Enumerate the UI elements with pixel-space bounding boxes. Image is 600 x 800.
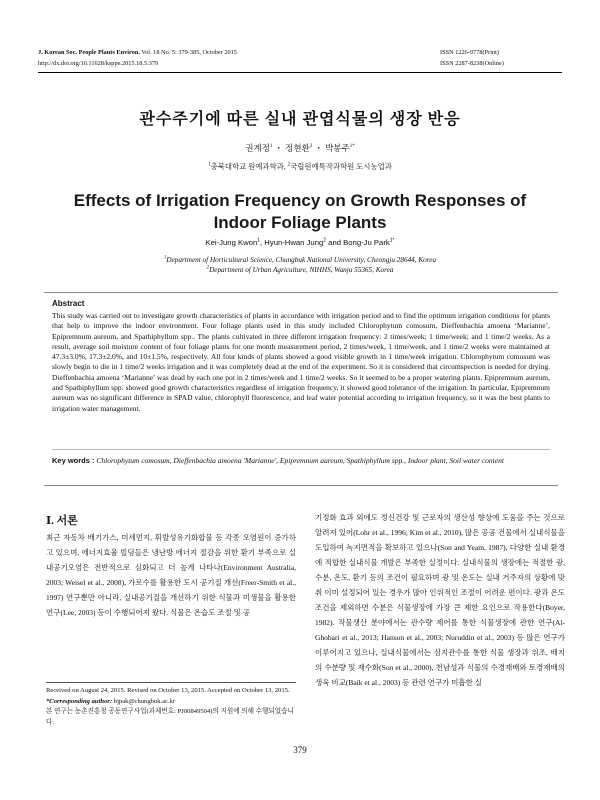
english-title [0, 190, 600, 234]
english-authors [0, 238, 600, 247]
affil-superscript: 1 [163, 255, 167, 261]
author-superscript: 2 [323, 237, 327, 244]
korean-authors [0, 142, 600, 154]
author-name: 정현환 [285, 143, 310, 153]
header-rule [38, 72, 562, 73]
abstract-text: This study was carried out to investigate growth characteristics of plants in accordance with irrigation period and to find the optimum irrigation conditions for plants that help to improve the indoor environment. Four foliage plants used in this study included Chlorophytum comosum, Dieffenbachia amoena ‘Marianne’, Epipremnum aureum, and Spathiphyllum spp.. The plants cultivated in three different irrigation frequency: 2 times/week; 1 time/week; and 1 time/2 weeks. As a result, average soil moisture content of four foliage plants for one month measurement period, 2 times/week, 1 time/week, and 1 time/2 weeks were maintained at 47.3±3.0%, 17.3±2.0%, and 10±1.5%, respectively. All four kinds of plants showed a good visible growth in 1 time/week irrigation. Chlorophytum comosum was slowly begin to die in 1 time/2 weeks irrigation and it was completely dead at the end of the experiment. So it is considered that circumspection is needed for drying. Dieffenbachia amoena ‘Marianne’ was dead by each one pot in 2 times/week and 1 time/2 weeks. So it seemed to be a proper watering plants. Epipremnum aureum, and Spathiphyllum spp. showed good growth characteristics regardless of irrigation frequency, it showed good tolerance of the irrigation. In particular, Epipremnum aureum was no significant difference in SPAD value, chlorophyll fluorescence, and leaf water potential according to irrigation frequency, so it was the best plants to irrigation water management. [52, 311, 550, 413]
affiliation-2: Department of Urban Agriculture, NIHHS, Wanju 55365, Korea [209, 266, 394, 274]
footnote [46, 686, 296, 728]
keywords [52, 449, 550, 466]
corresponding-label: *Corresponding author: [46, 697, 113, 705]
affiliation-line [0, 255, 600, 265]
affiliation-line [0, 265, 600, 275]
footnote-rule [46, 682, 296, 683]
volume-info: Vol. 18 No. 5: 379-385, October 2015 [141, 49, 237, 56]
running-header [38, 47, 237, 69]
author-superscript: 2 [309, 144, 313, 150]
author-separator: ・ [274, 143, 284, 153]
author-separator: ・ [314, 143, 323, 153]
title-line: Indoor Foliage Plants [213, 213, 387, 232]
issn-online: ISSN 2287-8238(Online) [440, 60, 504, 67]
keywords-label: Key words : [52, 456, 95, 465]
corresponding-email[interactable]: bjpak@chungbuk.ac.kr [113, 697, 176, 705]
korean-affiliations [0, 161, 600, 172]
affil-superscript: 2 [206, 265, 210, 271]
author-separator: and [326, 238, 344, 247]
keywords-list: Chlorophytum comosum, Dieffenbachia amoena 'Marianne', Epipremnum aureum, Spathiphyllum spp., Indoor plant, Soil water content [96, 456, 504, 465]
corresponding-author [46, 697, 296, 708]
funding-note: 본 연구는 농촌진흥청 공동연구사업(과제번호: PJ00849504)의 지원에 의해 수행되었습니다. [46, 708, 294, 726]
journal-name: J. Korean Soc. People Plants Environ. [38, 49, 140, 56]
author-superscript: 1* [349, 144, 355, 150]
author-superscript: 1 [269, 144, 273, 150]
author-superscript: 1* [389, 237, 395, 244]
korean-title: 관수주기에 따른 실내 관엽식물의 생장 반응 [139, 111, 461, 128]
issn-print: ISSN 1226-9778(Print) [440, 49, 499, 56]
issn-block [440, 47, 560, 69]
section-heading: Ⅰ. 서론 [46, 515, 78, 527]
abstract-box [44, 292, 558, 486]
author-separator: , [260, 238, 265, 247]
journal-citation [38, 47, 237, 58]
affiliation-2: 국립원예특작과학원 도시농업과 [290, 162, 392, 171]
affil-superscript: 2 [287, 162, 291, 168]
author-name: Hyun-Hwan Jung [264, 238, 324, 247]
left-column-text: 최근 자동차 배기가스, 미세먼지, 휘발성유기화합물 등 각종 오염원이 증가하고 있으며, 에너지효율 빌딩들은 냉난방 에너지 절감을 위한 환기 부족으로 실내공기오염은 전반적으로 심화되고 더 높게 나타나(Environment Australia, 2003; Weisel et al., 2008), 가로수를 활용한 도시 공기질 개선(Freer-Smith et al., 1997) 연구뿐만 아니라, 실내공기질을 개선하기 위한 식물과 미생물을 활용한 연구(Lee, 2003) 등이 수행되어져 왔다. 식물은 온습도 조절 및 공 [46, 533, 296, 617]
received-dates: Received on August 24, 2015. Revised on October 13, 2015. Accepted on October 13, 2015. [46, 687, 290, 694]
author-superscript: 1 [257, 237, 261, 244]
title-line: Effects of Irrigation Frequency on Growth Responses of [73, 191, 527, 210]
author-name: 박봉주 [325, 143, 350, 153]
right-column-text: 기정화 효과 외에도 정신건강 및 근로자의 생산성 향상에 도움을 주는 것으로 알려져 있어(Lohr et al., 1996; Kim et al., 2010), 많은 공공 건물에서 실내식물을 도입하여 녹지면적을 확보하고 있으나(Son and Yeam, 1987), 다양한 실내 환경에 적합한 실내식물 개발은 부족한 실정이다. 실내식물의 생장에는 적절한 광, 수분, 온도, 환기 등의 조건이 필요하며 광 및 온도는 실내 거주자의 상황에 맞춰 이미 설정되어 있는 경우가 많아 인위적인 조절이 어려운 편이다. 광과 온도 조건을 제외하면 수분은 식물생장에 가장 큰 제한 요인으로 작용한다(Boyer, 1982). 작물생산 분야에서는 관수량 제어를 통한 식물생장에 관한 연구(Al-Ghobari et al., 2013; Hanson et al., 2003; Nuruddin et al., 2003) 등 많은 연구가 이루어지고 있으나, 실내식물에서는 심지관수를 통한 식물 생장과 위조, 배지의 수분량 및 재수화(Son et al., 2000), 천남성과 식물의 수경재배와 토경재배의 생육 비교(Baik et al., 2003) 등 관련 연구가 미흡한 실 [315, 513, 565, 687]
author-name: Kei-Jung Kwon [205, 238, 258, 247]
english-affiliations [0, 255, 600, 275]
doi-link[interactable]: http://dx.doi.org/10.11628/ksppe.2015.18.5.379 [38, 60, 159, 67]
affiliation-1: 충북대학교 원예과학과, [210, 162, 286, 171]
affiliation-1: Department of Horticultural Science, Chungbuk National University, Cheongju 28644, Korea [166, 256, 437, 264]
author-name: Bong-Ju Park [343, 238, 390, 247]
page-number: 379 [293, 745, 307, 755]
abstract-heading: Abstract [52, 299, 85, 308]
author-name: 권계정 [245, 143, 270, 153]
affil-superscript: 1 [208, 162, 211, 168]
